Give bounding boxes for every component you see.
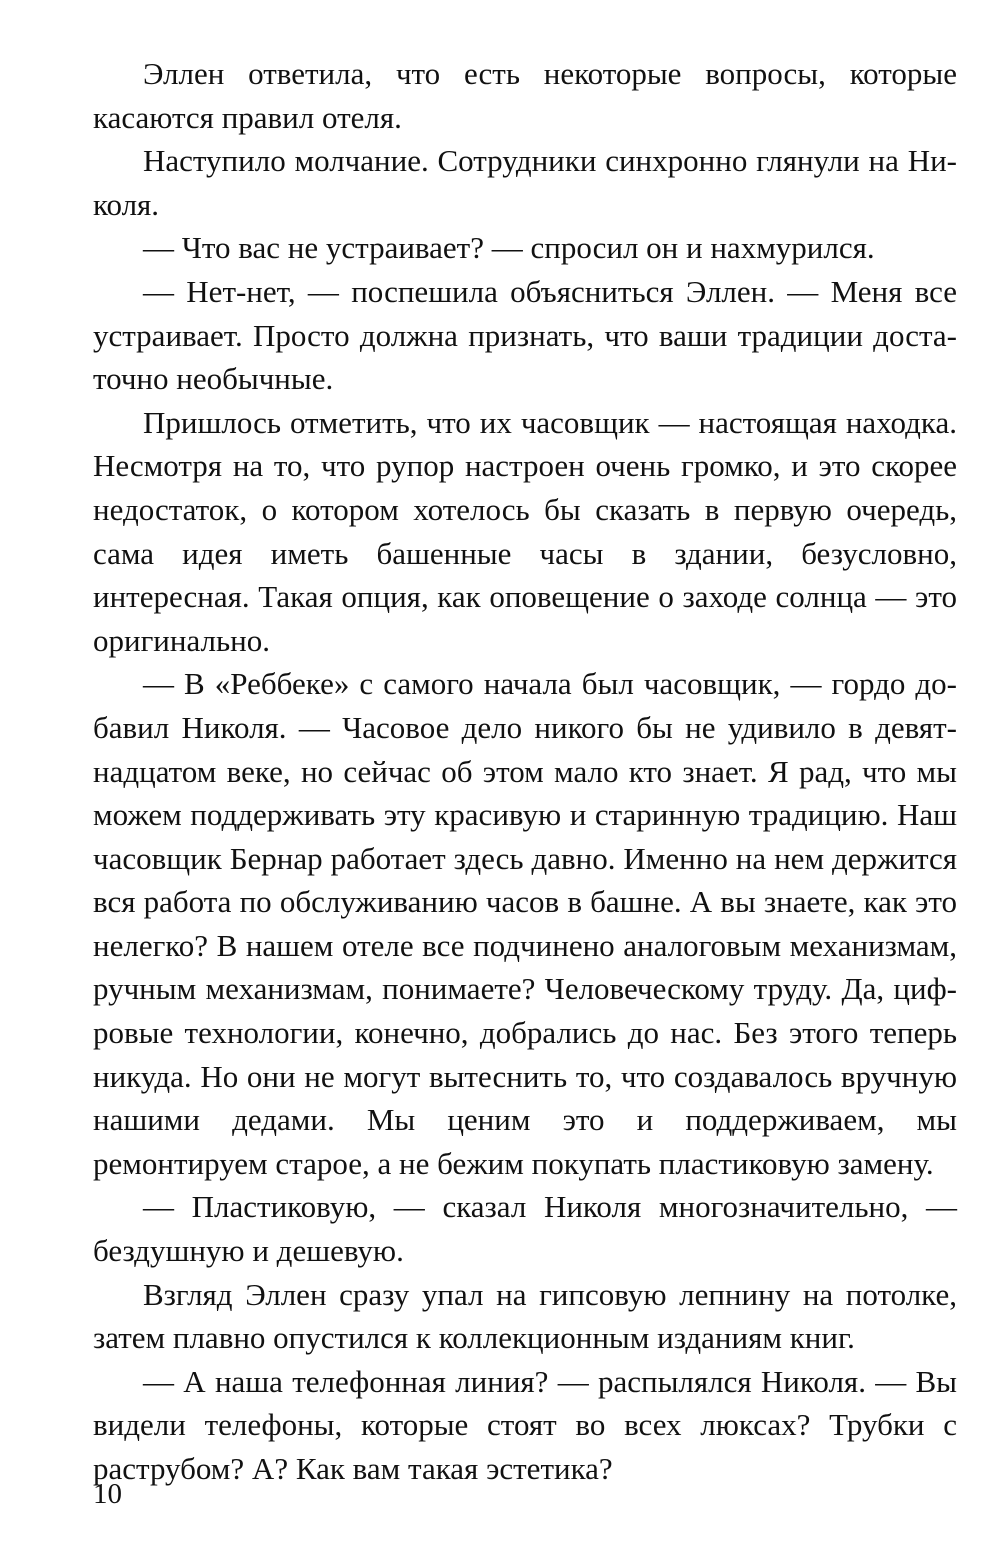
paragraph: Наступило молчание. Сотрудники синхронно глянули на Николя.	[93, 143, 957, 222]
paragraph: Эллен ответила, что есть некоторые вопросы, которые касаются правил отеля.	[93, 56, 957, 135]
paragraph: — Пластиковую, — сказал Николя многозначительно, — бездушную и дешевую.	[93, 1189, 957, 1269]
paragraph: Пришлось отметить, что их часовщик — настоящая находка. Несмотря на то, что рупор настроен очень громко, и это скорее недостаток, о котором хотелось бы сказать в первую очередь, сама идея иметь башенные часы в здании, безусловно, интересная. Такая опция, как оповещение о заходе солнца — это оригинально.	[93, 404, 957, 658]
paragraph: — В «Реббеке» с самого начала был часовщик, — гордо добавил Николя. — Часовое дело никого бы не удивило в девятнадцатом веке, но сейчас об этом мало кто знает. Я рад, что мы можем поддерживать эту красивую и старинную традицию. Наш часовщик Бернар работает здесь давно. Именно на нем держится вся работа по обслуживанию часов в башне. А вы знаете, как это нелегко? В нашем отеле все подчинено аналоговым механизмам, ручным механизмам, понимаете? Человеческому труду. Да, цифровые технологии, конечно, добрались до нас. Без этого теперь никуда. Но они не могут вытеснить то, что создавалось вручную нашими дедами. Мы ценим это и поддерживаем, мы ремонтируем старое, а не бежим покупать пластиковую замену.	[93, 666, 957, 1181]
page-number: 10	[93, 1478, 122, 1510]
paragraph: — Что вас не устраивает? — спросил он и нахмурился.	[143, 230, 875, 266]
paragraph: — Нет-нет, — поспешила объясниться Эллен. — Меня все устраивает. Просто должна признать, что ваши традиции достаточно необычные.	[93, 273, 957, 397]
paragraph: — А наша телефонная линия? — распылялся Николя. — Вы видели телефоны, которые стоят во всех люксах? Трубки с раструбом? А? Как вам такая эстетика?	[93, 1363, 957, 1486]
book-page-text	[93, 52, 957, 1491]
paragraph: Взгляд Эллен сразу упал на гипсовую лепнину на потолке, затем плавно опустился к коллекционным изданиям книг.	[93, 1276, 957, 1356]
